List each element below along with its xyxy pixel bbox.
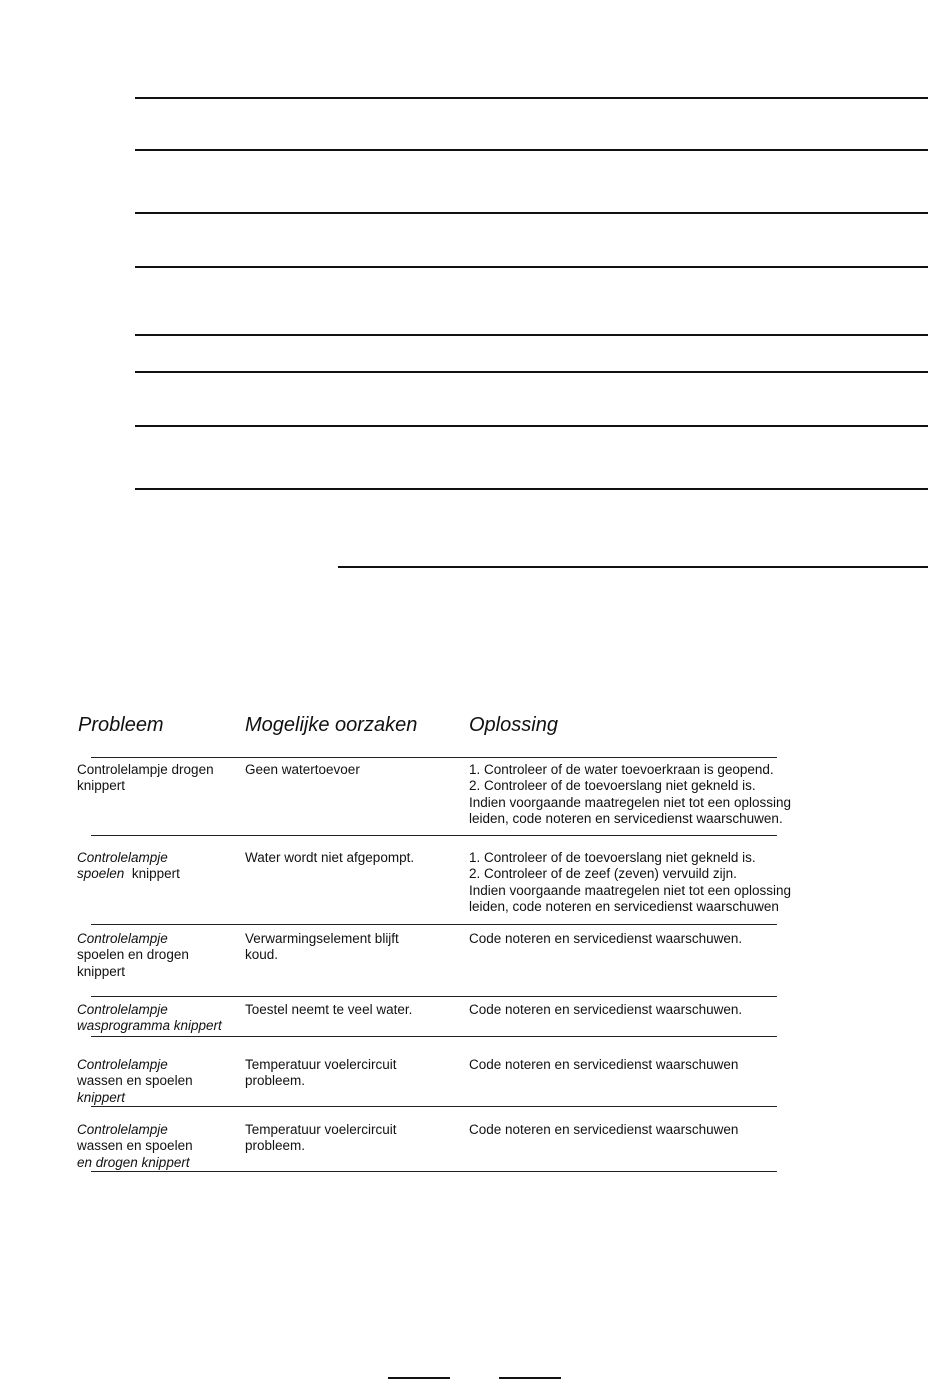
blank-line: [135, 212, 928, 214]
row-6-cause: Temperatuur voelercircuit probleem.: [245, 1122, 397, 1154]
row-2-cause: Water wordt niet afgepompt.: [245, 850, 415, 865]
footer-line-left: [388, 1377, 450, 1379]
row-3-cause: Verwarmingselement blijft koud.: [245, 931, 399, 963]
row-4-solution: Code noteren en servicedienst waarschuwen.: [469, 1002, 743, 1017]
row-2-problem: Controlelampje spoelen knippert: [77, 850, 180, 882]
blank-line: [135, 334, 928, 336]
table-rule: [91, 924, 777, 925]
blank-line: [135, 371, 928, 373]
row-5-problem: Controlelampje wassen en spoelen knippert: [77, 1057, 193, 1105]
table-rule: [91, 1106, 777, 1107]
footer-line-right: [499, 1377, 561, 1379]
header-causes: Mogelijke oorzaken: [245, 714, 418, 736]
table-rule: [91, 757, 777, 758]
row-5-solution: Code noteren en servicedienst waarschuwen: [469, 1057, 739, 1072]
row-6-solution: Code noteren en servicedienst waarschuwen: [469, 1122, 739, 1137]
blank-line: [135, 425, 928, 427]
row-4-problem: Controlelampje wasprogramma knippert: [77, 1002, 222, 1034]
row-1-cause: Geen watertoevoer: [245, 762, 360, 777]
row-4-cause: Toestel neemt te veel water.: [245, 1002, 413, 1017]
row-1-problem: Controlelampje drogen knippert: [77, 762, 214, 794]
row-3-problem: Controlelampje spoelen en drogen knippert: [77, 931, 189, 979]
table-rule: [91, 1171, 777, 1172]
table-rule: [91, 1036, 777, 1037]
header-solution: Oplossing: [469, 714, 558, 736]
row-2-solution: 1. Controleer of de toevoerslang niet gekneld is. 2. Controleer of de zeef (zeven) vervuild zijn. Indien voorgaande maatregelen niet tot een oplossing leiden, code noteren en servicedienst waarschuwen: [469, 850, 791, 914]
table-rule: [91, 996, 777, 997]
row-6-problem: Controlelampje wassen en spoelen en drogen knippert: [77, 1122, 193, 1170]
header-problem: Probleem: [78, 714, 164, 736]
row-1-solution: 1. Controleer of de water toevoerkraan is geopend. 2. Controleer of de toevoerslang niet gekneld is. Indien voorgaande maatregelen niet tot een oplossing leiden, code noteren en servicedienst waarschuwen.: [469, 762, 791, 826]
row-3-solution: Code noteren en servicedienst waarschuwen.: [469, 931, 743, 946]
blank-line: [135, 488, 928, 490]
table-rule: [91, 835, 777, 836]
blank-line: [135, 149, 928, 151]
blank-line: [338, 566, 928, 568]
row-5-cause: Temperatuur voelercircuit probleem.: [245, 1057, 397, 1089]
blank-line: [135, 97, 928, 99]
blank-line: [135, 266, 928, 268]
